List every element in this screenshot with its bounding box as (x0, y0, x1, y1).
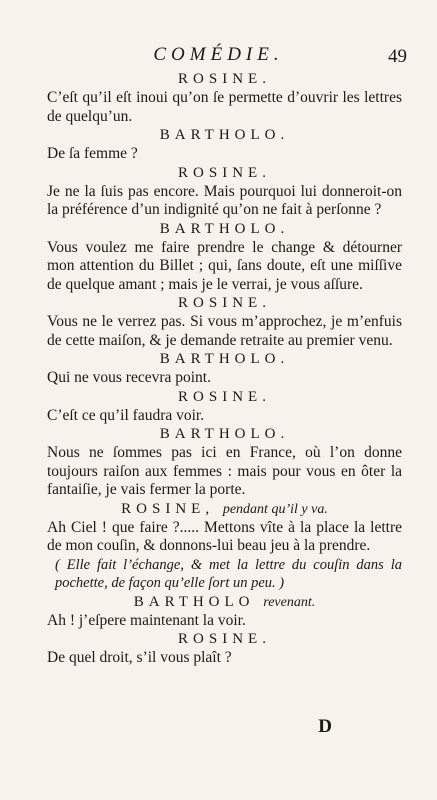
signature-mark: D (318, 716, 332, 737)
speech-text: Ah ! j’eſpere maintenant la voir. (47, 611, 246, 629)
speaker-name (47, 500, 402, 519)
speaker-label: ROSINE. (178, 295, 271, 311)
speaker-name (47, 164, 402, 183)
speaker-label: ROSINE. (178, 631, 271, 647)
stage-direction-inline: pendant qu’il y va. (222, 501, 328, 517)
speaker-name (47, 220, 402, 239)
speaker-label: BARTHOLO. (159, 426, 290, 442)
page-body (47, 70, 402, 668)
speaker-name (47, 294, 402, 313)
running-title: COMÉDIE. (153, 44, 284, 65)
speaker-label: BARTHOLO (133, 593, 255, 610)
page-number: 49 (388, 46, 407, 67)
speech-text: De ſa femme ? (47, 145, 138, 162)
speaker-name (47, 70, 402, 89)
speaker-label: BARTHOLO. (159, 351, 290, 367)
speech-text: C’eſt ce qu’il faudra voir. (47, 406, 205, 424)
speaker-label: BARTHOLO. (159, 220, 290, 237)
speech-text: De quel droit, s’il vous plaît ? (47, 649, 232, 666)
speaker-name (47, 350, 402, 369)
speech-text: Qui ne vous recevra point. (47, 369, 211, 386)
speech-text: Je ne la ſuis pas encore. Mais pourquoi lui donneroit-on la préférence d’un indignité qu’on ne fait à perſonne ? (47, 182, 402, 218)
speaker-label: ROSINE. (178, 71, 271, 87)
speaker-label: BARTHOLO. (159, 127, 290, 143)
speech-text: Nous ne ſommes pas ici en France, où l’on donne toujours raiſon aux femmes : mais pour vous en ôter la fantaiſie, je vais fermer la porte. (47, 444, 402, 498)
speaker-name (47, 126, 402, 145)
speaker-name (47, 630, 402, 649)
speech-text: Vous voulez me faire prendre le change & détourner mon attention du Billet ; qui, ſans doute, eſt une miſſive de quelque amant ; mais je le verrai, je vous aſſure. (47, 238, 402, 293)
speaker-label: ROSINE, (121, 500, 215, 517)
speech-text: C’eſt qu’il eſt inoui qu’on ſe permette d’ouvrir les lettres de quelqu’un. (47, 89, 402, 125)
speaker-name (47, 425, 402, 444)
stage-direction-inline: revenant. (263, 594, 316, 610)
speech-text: Ah Ciel ! que faire ?..... Mettons vîte à la place la lettre de mon couſin, & donnons-lui beau jeu à la prendre. (47, 518, 402, 554)
page-header (0, 44, 437, 70)
speaker-name (47, 593, 402, 612)
stage-direction: ( Elle fait l’échange, & met la lettre du couſin dans la pochette, de façon qu’elle ſort un peu. ) (55, 556, 402, 591)
speech-text: Vous ne le verrez pas. Si vous m’approchez, je m’enfuis de cette maiſon, & je demande retraite au premier venu. (47, 313, 402, 349)
speaker-label: ROSINE. (178, 388, 271, 405)
speaker-name (47, 388, 402, 407)
speaker-label: ROSINE. (178, 164, 271, 181)
